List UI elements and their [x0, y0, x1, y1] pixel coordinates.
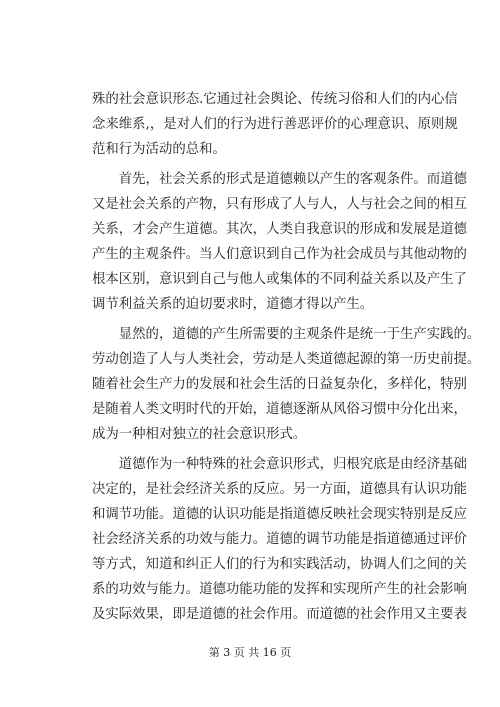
text-line: 成为一种相对独立的社会意识形式。	[92, 427, 307, 442]
document-body	[92, 87, 481, 627]
text-line: 和调节功能。道德的认识功能是指道德反映社会现实特别是反应	[92, 507, 467, 522]
page-number-label: 第 3 页 共 16 页	[208, 646, 292, 659]
text-line: 随着社会生产力的发展和社会生活的日益复杂化，多样化，特别	[92, 377, 467, 392]
text-line: 显然的，道德的产生所需要的主观条件是统一于生产实践的。	[92, 327, 481, 342]
text-line: 首先，社会关系的形式是道德赖以产生的客观条件。而道德	[92, 172, 467, 187]
text-line: 劳动创造了人与人类社会，劳动是人类道德起源的第一历史前提。	[92, 352, 481, 367]
text-line: 产生的主观条件。当人们意识到自己作为社会成员与其他动物的	[92, 247, 467, 262]
text-line: 及实际效果，即是道德的社会作用。而道德的社会作用又主要表	[92, 607, 467, 622]
text-line: 殊的社会意识形态.它通过社会舆论、传统习俗和人们的内心信	[92, 92, 458, 107]
text-line: 关系，才会产生道德。其次，人类自我意识的形成和发展是道德	[92, 222, 467, 237]
text-line: 根本区别，意识到自己与他人或集体的不同利益关系以及产生了	[92, 272, 467, 287]
text-line: 社会经济关系的功效与能力。道德的调节功能是指道德通过评价	[92, 532, 467, 547]
text-line: 调节利益关系的迫切要求时，道德才得以产生。	[92, 297, 374, 312]
text-line: 等方式，知道和纠正人们的行为和实践活动，协调人们之间的关	[92, 557, 467, 572]
text-line: 决定的，是社会经济关系的反应。另一方面，道德具有认识功能	[92, 482, 467, 497]
text-line: 范和行为活动的总和。	[92, 142, 226, 157]
text-line: 系的功效与能力。道德功能功能的发挥和实现所产生的社会影响	[92, 582, 467, 597]
text-line: 又是社会关系的产物，只有形成了人与人，人与社会之间的相互	[92, 197, 467, 212]
text-line: 念来维系,，是对人们的行为进行善恶评价的心理意识、原则规	[92, 117, 458, 132]
page-footer	[0, 644, 500, 660]
text-line: 是随着人类文明时代的开始，道德逐渐从风俗习惯中分化出来，	[92, 402, 467, 417]
text-line: 道德作为一种特殊的社会意识形式，归根究底是由经济基础	[92, 457, 467, 472]
